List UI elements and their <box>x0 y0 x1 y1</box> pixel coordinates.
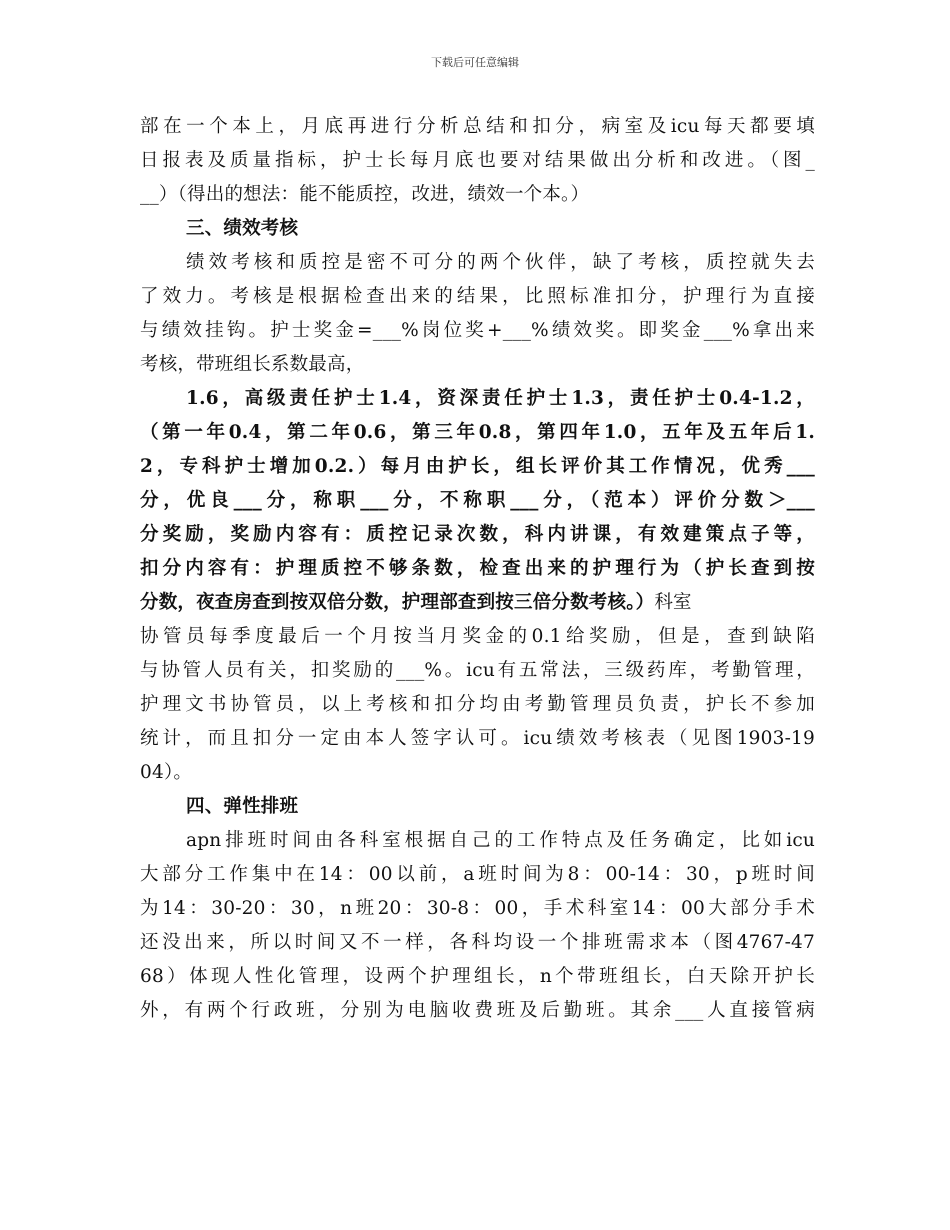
text-line: 还没出来，所以时间又不一样，各科均设一个排班需求本（图4767-47 <box>140 932 815 953</box>
bold-text-line: 1.6，高级责任护士1.4，资深责任护士1.3，责任护士0.4-1.2， <box>186 388 815 409</box>
text-span: 科室 <box>654 592 692 613</box>
text-line: __）（得出的想法：能不能质控，改进，绩效一个本。） <box>140 184 590 205</box>
bold-text-line: 2，专科护士增加0.2.）每月由护长，组长评价其工作情况，优秀___ <box>140 456 815 477</box>
text-line: 与协管人员有关，扣奖励的___%。icu有五常法，三级药库，考勤管理， <box>140 660 815 681</box>
bold-text-line: （第一年0.4，第二年0.6，第三年0.8，第四年1.0，五年及五年后1. <box>140 422 815 443</box>
text-line: 04）。 <box>140 762 193 783</box>
text-line: 日报表及质量指标，护士长每月底也要对结果做出分析和改进。（图_ <box>140 150 815 171</box>
text-line: 护理文书协管员，以上考核和扣分均由考勤管理员负责，护长不参加 <box>140 694 815 715</box>
text-line: 考核，带班组长系数最高， <box>140 354 365 375</box>
section-heading: 四、弹性排班 <box>186 796 299 817</box>
text-line: 统计，而且扣分一定由本人签字认可。icu绩效考核表（见图1903-19 <box>140 728 815 749</box>
text-line: 为14：30-20：30，n班20：30-8：00，手术科室14：00大部分手术 <box>140 898 815 919</box>
section-heading: 三、绩效考核 <box>186 218 299 239</box>
bold-text-line: 分，优良___分，称职___分，不称职___分，（范本）评价分数＞___ <box>140 490 815 511</box>
document-body <box>140 110 815 1028</box>
bold-text-line: 分奖励，奖励内容有：质控记录次数，科内讲课，有效建策点子等， <box>140 524 815 545</box>
text-line: 了效力。考核是根据检查出来的结果，比照标准扣分，护理行为直接 <box>140 286 815 307</box>
text-line: 与绩效挂钩。护士奖金=___%岗位奖+___%绩效奖。即奖金___%拿出来 <box>140 320 815 341</box>
bold-text-line: 扣分内容有：护理质控不够条数，检查出来的护理行为（护长查到按 <box>140 558 815 579</box>
text-line: 绩效考核和质控是密不可分的两个伙伴，缺了考核，质控就失去 <box>186 252 815 273</box>
text-line: 协管员每季度最后一个月按当月奖金的0.1给奖励，但是，查到缺陷 <box>140 626 815 647</box>
text-line: apn排班时间由各科室根据自己的工作特点及任务确定，比如icu <box>186 830 815 851</box>
bold-text-span: 分数，夜查房查到按双倍分数，护理部查到按三倍分数考核。） <box>140 592 655 613</box>
text-line: 68）体现人性化管理，设两个护理组长，n个带班组长，白天除开护长 <box>140 966 815 987</box>
text-line: 大部分工作集中在14：00以前，a班时间为8：00-14：30，p班时间 <box>140 864 815 885</box>
mixed-text-line <box>140 586 815 620</box>
page-header: 下载后可任意编辑 <box>431 56 519 69</box>
text-line: 外，有两个行政班，分别为电脑收费班及后勤班。其余___人直接管病 <box>140 1000 815 1021</box>
text-line: 部在一个本上，月底再进行分析总结和扣分，病室及icu每天都要填 <box>140 116 815 137</box>
